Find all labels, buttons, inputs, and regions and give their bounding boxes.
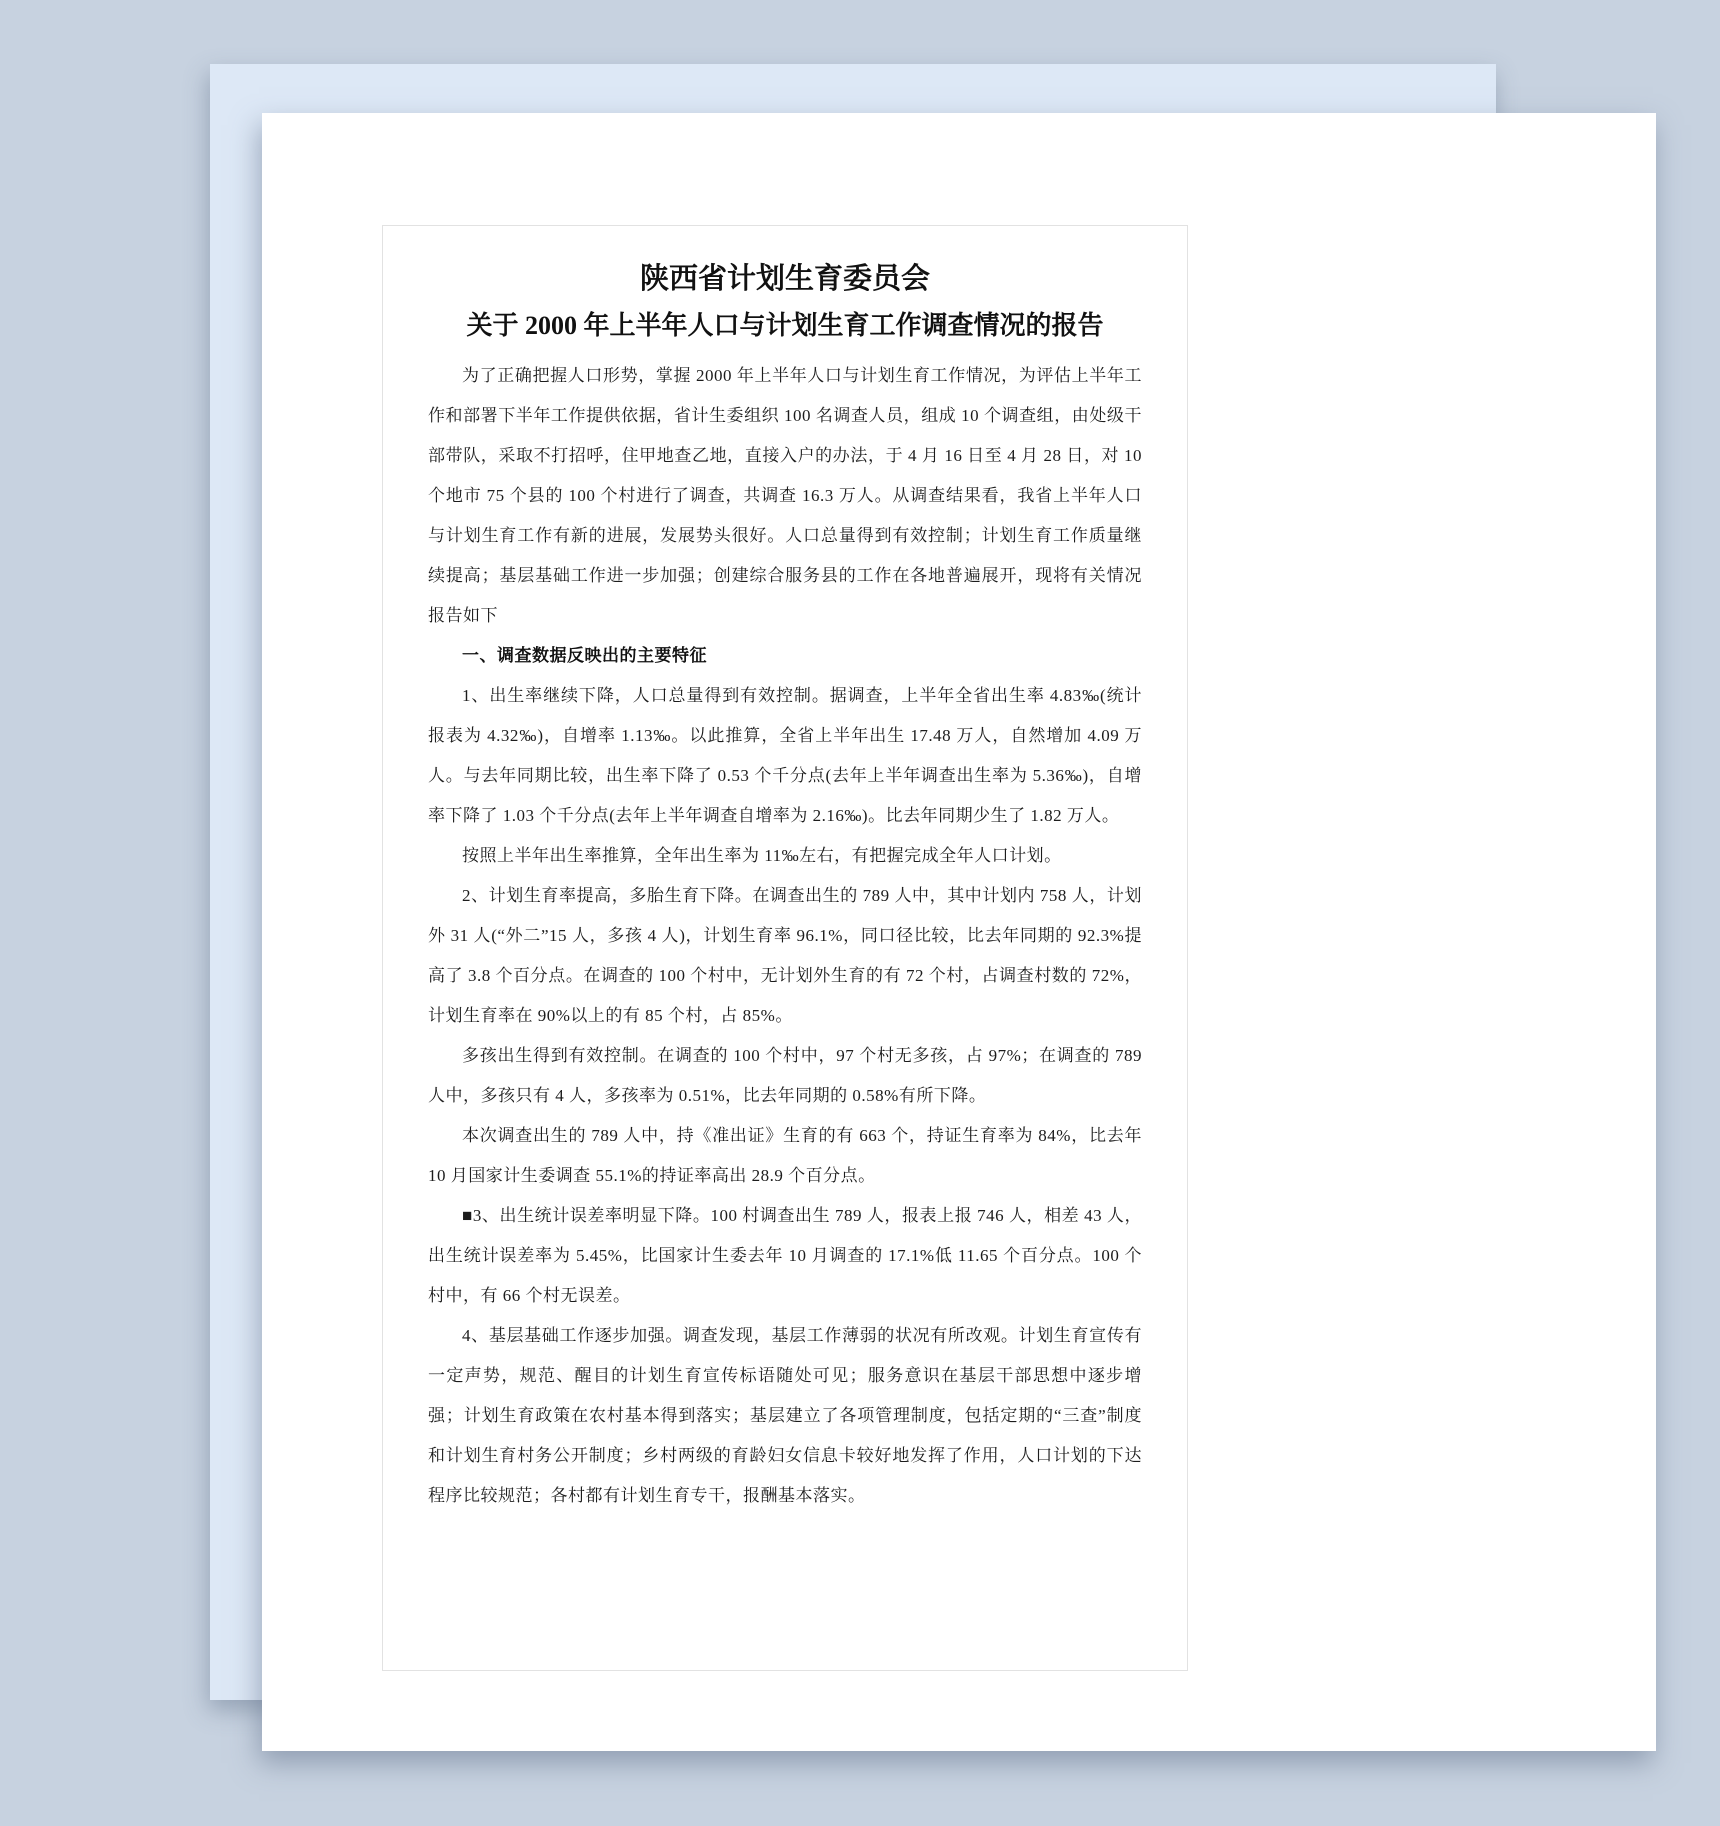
- paragraph-multi-child: 多孩出生得到有效控制。在调查的 100 个村中，97 个村无多孩，占 97%；在调查的 789 人中，多孩只有 4 人，多孩率为 0.51%，比去年同期的 0.58%有所下降。: [428, 1046, 1142, 1105]
- document-subtitle: 关于 2000 年上半年人口与计划生育工作调查情况的报告: [466, 311, 1104, 340]
- paragraph-grassroots: 4、基层基础工作逐步加强。调查发现，基层工作薄弱的状况有所改观。计划生育宣传有一定声势，规范、醒目的计划生育宣传标语随处可见；服务意识在基层干部思想中逐步增强；计划生育政策在农村基本得到落实；基层建立了各项管理制度，包括定期的“三查”制度和计划生育村务公开制度；乡村两级的育龄妇女信息卡较好地发挥了作用，人口计划的下达程序比较规范；各村都有计划生育专干，报酬基本落实。: [428, 1326, 1142, 1505]
- paragraph-birth-rate: 1、出生率继续下降，人口总量得到有效控制。据调查，上半年全省出生率 4.83‰(统计报表为 4.32‰)，自增率 1.13‰。以此推算，全省上半年出生 17.48 万人，自然增加 4.09 万人。与去年同期比较，出生率下降了 0.53 个千分点(去年上半年调查出生率为 5.36‰)，自增率下降了 1.03 个千分点(去年上半年调查自增率为 2.16‰)。比去年同期少生了 1.82 万人。: [428, 686, 1142, 825]
- paragraph-projection: 按照上半年出生率推算，全年出生率为 11‰左右，有把握完成全年人口计划。: [462, 846, 1062, 865]
- paragraph-permit: 本次调查出生的 789 人中，持《准出证》生育的有 663 个，持证生育率为 84%，比去年 10 月国家计生委调查 55.1%的持证率高出 28.9 个百分点。: [428, 1126, 1142, 1185]
- document-page: [262, 113, 1656, 1751]
- document-content-area: [382, 225, 1188, 1671]
- document-body: [428, 356, 1142, 1516]
- section-heading: 一、调查数据反映出的主要特征: [462, 646, 707, 665]
- paragraph-planning-rate: 2、计划生育率提高，多胎生育下降。在调查出生的 789 人中，其中计划内 758 人，计划外 31 人(“外二”15 人，多孩 4 人)，计划生育率 96.1%，同口径比较，比去年同期的 92.3%提高了 3.8 个百分点。在调查的 100 个村中，无计划外生育的有 72 个村，占调查村数的 72%，计划生育率在 90%以上的有 85 个村，占 85%。: [428, 886, 1142, 1025]
- paragraph-intro: 为了正确把握人口形势，掌握 2000 年上半年人口与计划生育工作情况，为评估上半年工作和部署下半年工作提供依据，省计生委组织 100 名调查人员，组成 10 个调查组，由处级干部带队，采取不打招呼，住甲地查乙地，直接入户的办法，于 4 月 16 日至 4 月 28 日，对 10 个地市 75 个县的 100 个村进行了调查，共调查 16.3 万人。从调查结果看，我省上半年人口与计划生育工作有新的进展，发展势头很好。人口总量得到有效控制；计划生育工作质量继续提高；基层基础工作进一步加强；创建综合服务县的工作在各地普遍展开，现将有关情况报告如下: [428, 366, 1142, 625]
- paragraph-error-rate: ■3、出生统计误差率明显下降。100 村调查出生 789 人，报表上报 746 人，相差 43 人，出生统计误差率为 5.45%，比国家计生委去年 10 月调查的 17.1%低 11.65 个百分点。100 个村中，有 66 个村无误差。: [428, 1206, 1142, 1305]
- document-title: 陕西省计划生育委员会: [639, 263, 930, 295]
